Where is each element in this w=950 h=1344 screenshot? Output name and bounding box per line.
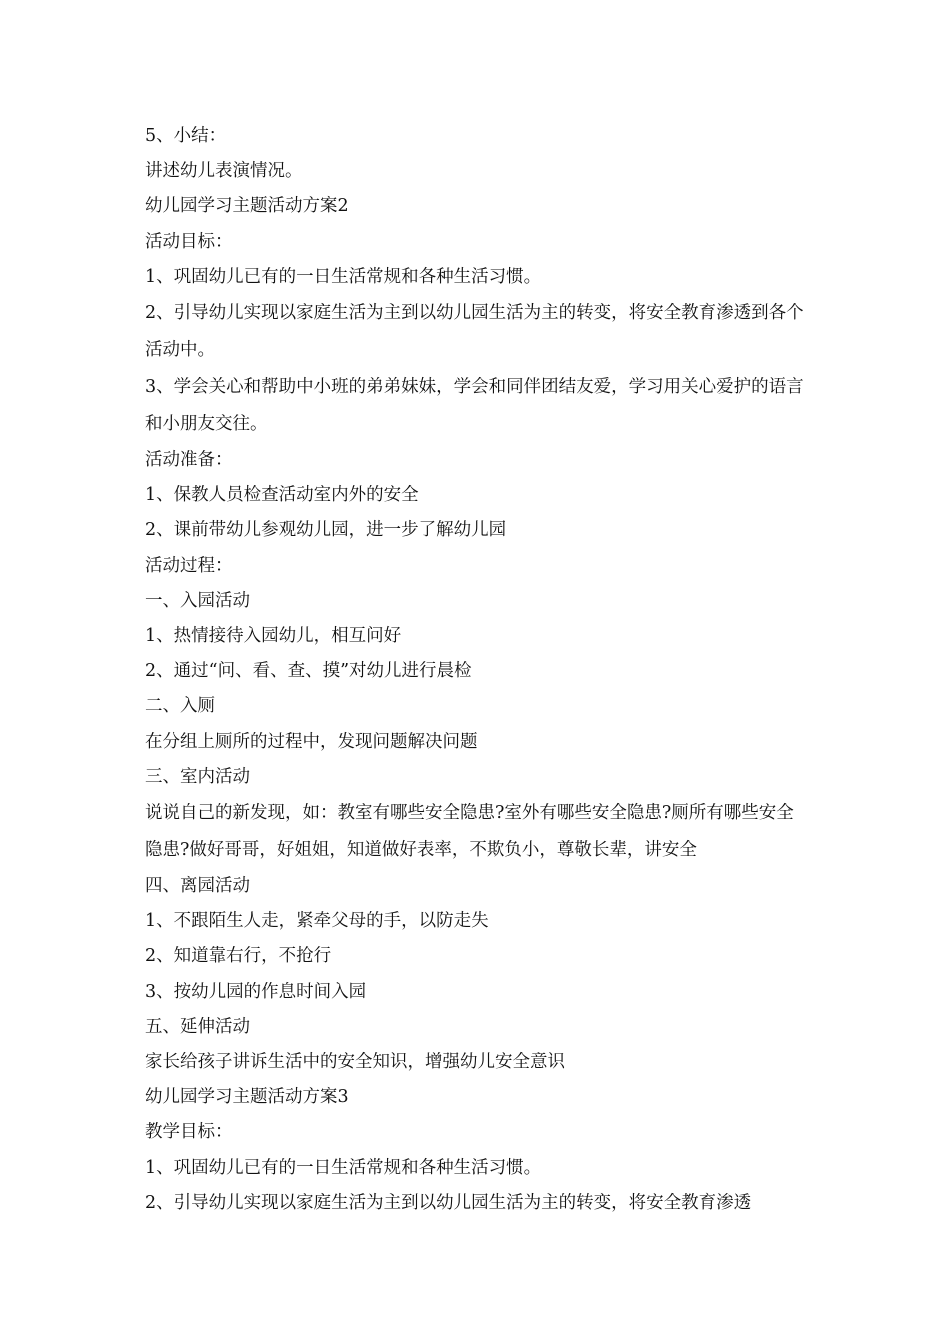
list-item: 3、学会关心和帮助中小班的弟弟妹妹，学会和同伴团结友爱，学习用关心爱护的语言和小朋友交往。 (145, 377, 804, 435)
list-item: 3、按幼儿园的作息时间入园 (145, 981, 367, 1002)
section-heading: 活动目标： (145, 231, 233, 252)
section-heading: 5、小结： (145, 126, 227, 146)
section-heading: 教学目标： (145, 1122, 233, 1143)
section-heading: 活动过程： (145, 555, 233, 576)
list-item: 1、巩固幼儿已有的一日生活常规和各种生活习惯。 (145, 266, 542, 287)
list-item: 1、不跟陌生人走，紧牵父母的手，以防走失 (145, 911, 489, 932)
paragraph: 家长给孩子讲诉生活中的安全知识，增强幼儿安全意识 (145, 1052, 565, 1073)
paragraph: 说说自己的新发现，如：教室有哪些安全隐患?室外有哪些安全隐患?厕所有哪些安全隐患?做好哥哥，好姐姐，知道做好表率，不欺负小，尊敬长辈，讲安全 (145, 803, 794, 861)
list-item: 2、引导幼儿实现以家庭生活为主到以幼儿园生活为主的转变，将安全教育渗透到各个活动中。 (145, 303, 804, 361)
section-heading: 四、离园活动 (145, 876, 250, 897)
list-item: 2、引导幼儿实现以家庭生活为主到以幼儿园生活为主的转变，将安全教育渗透 (145, 1192, 752, 1213)
document-body (145, 119, 810, 1221)
section-heading: 五、延伸活动 (145, 1016, 250, 1037)
list-item: 2、通过“问、看、查、摸”对幼儿进行晨检 (145, 661, 472, 682)
list-item: 1、热情接待入园幼儿，相互问好 (145, 626, 402, 647)
list-item: 1、保教人员检查活动室内外的安全 (145, 485, 419, 506)
section-heading: 活动准备： (145, 450, 233, 471)
section-heading: 一、入园活动 (145, 590, 250, 611)
list-item: 2、课前带幼儿参观幼儿园，进一步了解幼儿园 (145, 520, 507, 541)
section-heading: 三、室内活动 (145, 766, 250, 787)
paragraph: 讲述幼儿表演情况。 (145, 161, 303, 182)
plan-title: 幼儿园学习主题活动方案2 (145, 196, 349, 217)
paragraph: 在分组上厕所的过程中，发现问题解决问题 (145, 731, 478, 752)
section-heading: 二、入厕 (145, 696, 215, 717)
list-item: 1、巩固幼儿已有的一日生活常规和各种生活习惯。 (145, 1157, 542, 1178)
list-item: 2、知道靠右行，不抢行 (145, 946, 332, 967)
plan-title: 幼儿园学习主题活动方案3 (145, 1087, 349, 1108)
